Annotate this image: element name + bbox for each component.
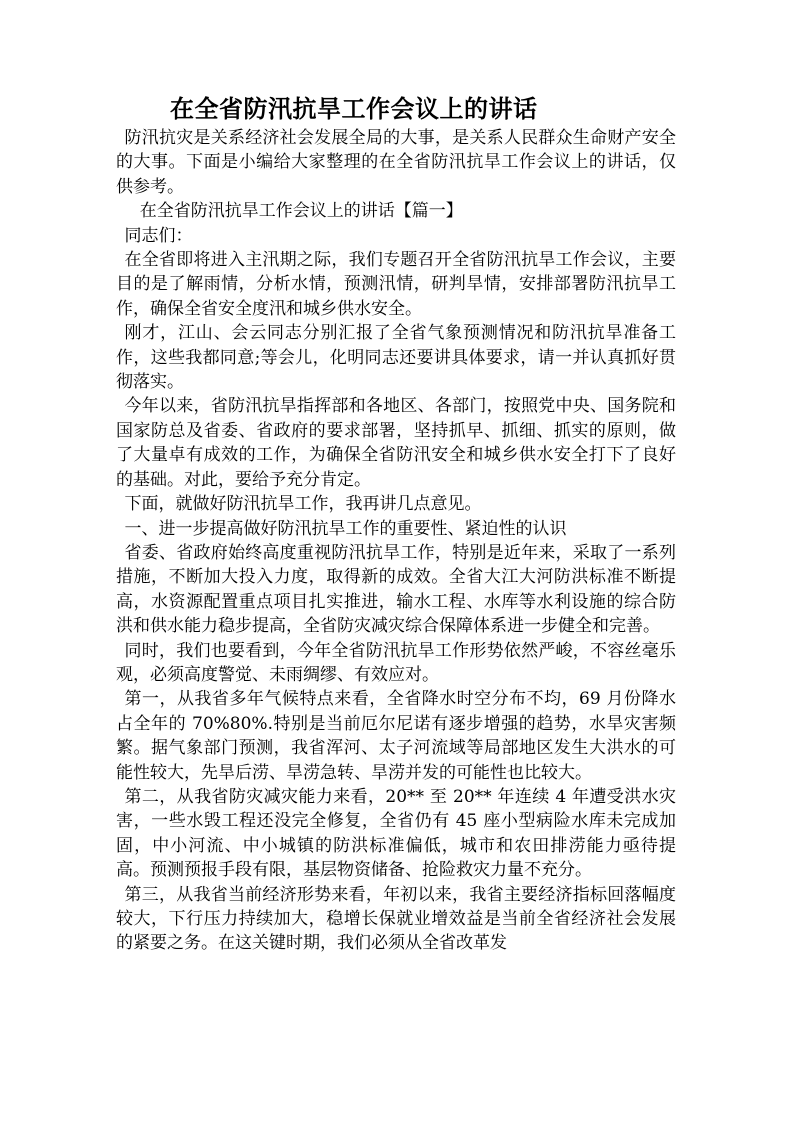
section-heading: 在全省防汛抗旱工作会议上的讲话【篇一】	[139, 201, 463, 222]
document-page	[116, 92, 676, 956]
body-paragraph: 刚才，江山、会云同志分别汇报了全省气象预测情况和防汛抗旱准备工作，这些我都同意;等会儿，化明同志还要讲具体要求，请一并认真抓好贯彻落实。	[116, 323, 676, 393]
body-paragraph: 在全省即将进入主汛期之际，我们专题召开全省防汛抗旱工作会议，主要目的是了解雨情，分析水情，预测汛情，研判旱情，安排部署防汛抗旱工作，确保全省安全度汛和城乡供水安全。	[116, 250, 676, 319]
body-paragraph: 同时，我们也要看到，今年全省防汛抗旱工作形势依然严峻，不容丝毫乐观，必须高度警觉、未雨绸缪、有效应对。	[116, 640, 676, 685]
body-paragraph: 今年以来，省防汛抗旱指挥部和各地区、各部门，按照党中央、国务院和国家防总及省委、省政府的要求部署，坚持抓早、抓细、抓实的原则，做了大量卓有成效的工作，为确保全省防汛安全和城乡供水安全打下了良好的基础。对此，要给予充分肯定。	[116, 396, 676, 490]
body-paragraph: 下面，就做好防汛抗旱工作，我再讲几点意见。	[124, 494, 482, 515]
intro-paragraph: 防汛抗灾是关系经济社会发展全局的大事，是关系人民群众生命财产安全的大事。下面是小编给大家整理的在全省防汛抗旱工作会议上的讲话，仅供参考。	[116, 128, 676, 197]
body-paragraph: 第一，从我省多年气候特点来看，全省降水时空分布不均，69 月份降水占全年的 70%80%.特别是当前厄尔尼诺有逐步增强的趋势，水旱灾害频繁。据气象部门预测，我省浑河、太子河流域等局部地区发生大洪水的可能性较大，先旱后涝、旱涝急转、旱涝并发的可能性也比较大。	[116, 689, 676, 783]
salutation: 同志们：	[124, 225, 193, 246]
subsection-heading: 一、进一步提高做好防汛抗旱工作的重要性、紧迫性的认识	[124, 518, 567, 539]
document-title: 在全省防汛抗旱工作会议上的讲话	[170, 94, 538, 123]
body-paragraph: 第三，从我省当前经济形势来看，年初以来，我省主要经济指标回落幅度较大，下行压力持续加大，稳增长保就业增效益是当前全省经济社会发展的紧要之务。在这关键时期，我们必须从全省改革发	[116, 884, 676, 954]
body-paragraph: 第二，从我省防灾减灾能力来看，20** 至 20** 年连续 4 年遭受洪水灾害，一些水毁工程还没完全修复，全省仍有 45 座小型病险水库未完成加固，中小河流、中小城镇的防洪标准偏低，城市和农田排涝能力亟待提高。预测预报手段有限，基层物资储备、抢险救灾力量不充分。	[116, 786, 676, 881]
body-paragraph: 省委、省政府始终高度重视防汛抗旱工作，特别是近年来，采取了一系列措施，不断加大投入力度，取得新的成效。全省大江大河防洪标准不断提高，水资源配置重点项目扎实推进，输水工程、水库等水利设施的综合防洪和供水能力稳步提高，全省防灾减灾综合保障体系进一步健全和完善。	[116, 542, 676, 637]
